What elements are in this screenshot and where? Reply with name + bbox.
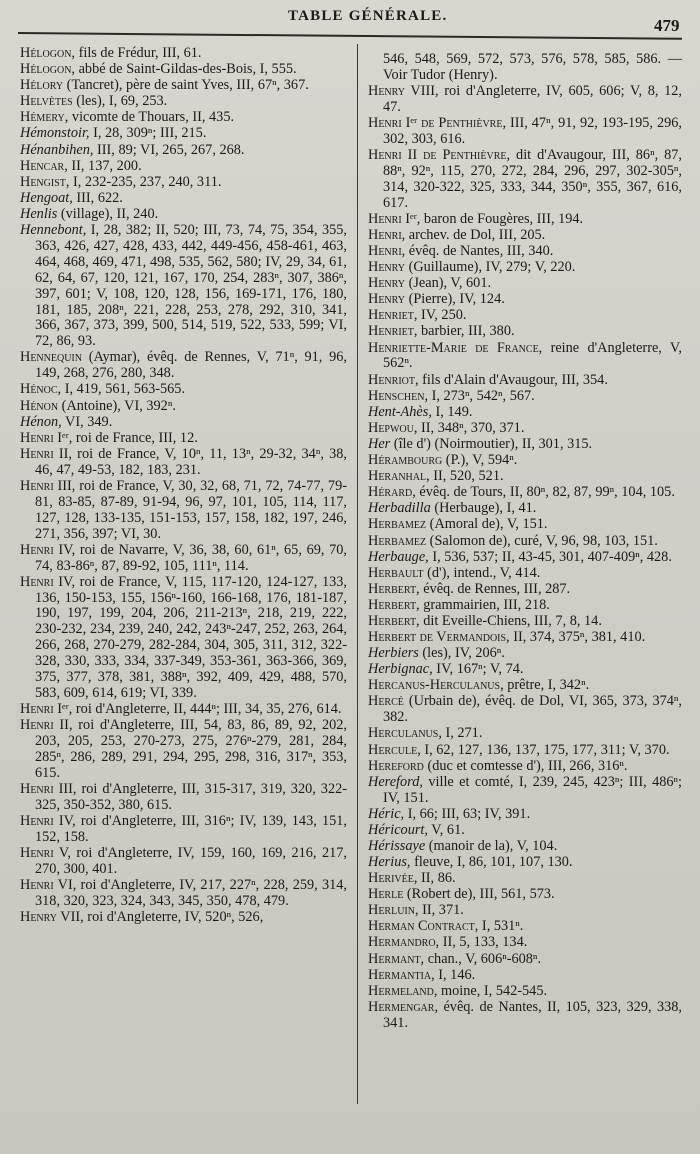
entry-headword: Henri II, — [20, 717, 73, 734]
entry-references: IV, 167ⁿ; V, 74. — [432, 661, 524, 678]
index-entry — [20, 846, 347, 878]
entry-headword: Henri II de Penthièvre, — [368, 147, 511, 163]
entry-references: évêq. de Rennes, III, 287. — [419, 580, 571, 597]
index-entry — [20, 191, 347, 207]
entry-headword: Hereford, — [368, 773, 423, 790]
entry-headword: Henriette-Marie de France, — [368, 339, 543, 356]
index-entry — [368, 244, 682, 260]
entry-references: grammairien, III, 218. — [419, 596, 550, 613]
index-entry — [20, 143, 347, 159]
entry-headword: Henri III, — [20, 477, 76, 494]
entry-references: roi d'Angleterre, III, 316ⁿ; IV, 139, 143, 151, 152, 158. — [35, 813, 347, 845]
index-entry — [20, 110, 347, 126]
entry-headword: Henry — [368, 291, 405, 308]
entry-headword: Hermengar, — [368, 998, 439, 1015]
entry-references: roi d'Angleterre, IV, 159, 160, 169, 216, 217, 270, 300, 401. — [35, 845, 347, 877]
entry-references: (village), II, 240. — [57, 205, 159, 222]
entry-headword: Henlis — [20, 205, 58, 222]
entry-headword: Hereford — [368, 757, 424, 774]
entry-headword: Herbignac, — [368, 661, 433, 678]
entry-references: moine, I, 542-545. — [437, 982, 548, 999]
entry-references: roi d'Angleterre, III, 315-317, 319, 320, 322-325, 350-352, 380, 615. — [35, 781, 347, 813]
entry-references: I, 146. — [434, 966, 476, 983]
entry-references: I, 62, 127, 136, 137, 175, 177, 311; V, 370. — [420, 741, 670, 758]
entry-references: roi de France, III, 12. — [72, 429, 198, 446]
index-entry — [368, 855, 682, 871]
index-entry — [368, 968, 682, 984]
entry-headword: Hélogon, — [20, 45, 76, 61]
entry-headword: Hent-Ahès, — [368, 403, 432, 420]
entry-headword: Hénoc, — [20, 381, 62, 398]
index-entry — [20, 702, 347, 718]
entry-headword: Henri II, — [20, 445, 72, 462]
entry-references: évêq. de Nantes, III, 340. — [405, 243, 554, 259]
entry-headword: Hémonstoir, — [20, 125, 90, 142]
entry-headword: Henri Iᵉʳ, — [20, 701, 73, 718]
index-entry — [368, 52, 682, 84]
entry-headword: Herbault — [368, 564, 424, 581]
entry-headword: Henriet, — [368, 323, 418, 340]
index-entry — [368, 759, 682, 775]
entry-headword: Hénon — [20, 397, 59, 414]
index-entry — [368, 260, 682, 276]
index-entry — [20, 223, 347, 350]
index-entry — [20, 46, 347, 62]
entry-headword: Henri IV, — [20, 573, 76, 590]
entry-references: roi de France, V, 10ⁿ, 11, 13ⁿ, 29-32, 34ⁿ, 38, 46, 47, 49-53, 182, 183, 231. — [35, 445, 347, 478]
entry-headword: Herbamez — [368, 532, 427, 549]
index-entry — [368, 148, 682, 212]
entry-references: I, 271. — [441, 725, 483, 742]
entry-headword: Henri Iᵉʳ, — [20, 429, 73, 446]
page-number: 479 — [654, 16, 680, 35]
index-entry — [368, 373, 682, 389]
entry-headword: Hélory — [20, 77, 64, 94]
entry-references: (Herbauge), I, 41. — [430, 500, 537, 517]
index-entry — [20, 447, 347, 479]
entry-headword: Henry VIII, — [368, 83, 439, 99]
entry-headword: Herman Contract, — [368, 918, 479, 935]
index-entry — [368, 389, 682, 405]
index-entry — [20, 479, 347, 543]
entry-references: (Amoral de), V, 151. — [426, 516, 548, 533]
entry-headword: Hencar, — [20, 157, 68, 174]
entry-references: (d'), intend., V, 414. — [423, 564, 541, 581]
index-entry — [20, 718, 347, 782]
entry-references: I, 232-235, 237, 240, 311. — [69, 173, 222, 190]
entry-references: I, 66; III, 63; IV, 391. — [404, 805, 531, 822]
entry-references: roi de France, V, 30, 32, 68, 71, 72, 74-77, 79-81, 83-85, 87-89, 91-94, 96, 97, 101, 105, 114, 117, 127, 128, 133-135, 151-153, 157, 158, 182, 197, 246, 271, 356, 397; VI, 30. — [35, 477, 347, 542]
entry-headword: Henri III, — [20, 781, 77, 797]
entry-references: chan., V, 606ⁿ-608ⁿ. — [424, 950, 542, 967]
index-entry — [20, 543, 347, 575]
index-entry — [368, 421, 682, 437]
entry-headword: Hercé — [368, 693, 404, 710]
entry-references: dit d'Avaugour, III, 86ⁿ, 87, 88ⁿ, 92ⁿ, 115, 270, 272, 284, 296, 297, 302-305ⁿ, 314, 320-322, 325, 333, 344, 350ⁿ, 355, 367, 616, 617. — [383, 147, 683, 211]
entry-references: (Guillaume), IV, 279; V, 220. — [405, 259, 576, 276]
index-entry — [368, 292, 682, 308]
entry-headword: Hermandro, — [368, 934, 440, 951]
index-entry — [20, 175, 347, 191]
page-header — [0, 4, 700, 35]
entry-references: I, 273ⁿ, 542ⁿ, 567. — [428, 387, 535, 404]
entry-headword: Henri IV, — [20, 541, 76, 558]
entry-references: (Urbain de), évêq. de Dol, VI, 365, 373, 374ⁿ, 382. — [383, 693, 682, 726]
entry-headword: Herluin, — [368, 902, 419, 919]
entry-headword: Henry VII, — [20, 909, 84, 925]
index-entry — [20, 382, 347, 398]
index-entry — [368, 678, 682, 694]
entry-references: fils d'Alain d'Avaugour, III, 354. — [418, 371, 608, 388]
entry-headword: Henry — [368, 259, 405, 276]
entry-headword: Hénanbihen, — [20, 141, 94, 158]
index-entry — [20, 910, 347, 926]
entry-headword: Hengist, — [20, 173, 70, 190]
entry-references: I, 149. — [431, 403, 473, 420]
entry-references: prêtre, I, 342ⁿ. — [503, 677, 590, 694]
entry-references: (Aymar), évêq. de Rennes, V, 71ⁿ, 91, 96, 149, 268, 276, 280, 348. — [35, 349, 347, 382]
index-entry — [368, 501, 682, 517]
entry-references: barbier, III, 380. — [417, 323, 515, 340]
index-entry — [20, 814, 347, 846]
index-entry — [20, 350, 347, 382]
entry-references: fleuve, I, 86, 101, 107, 130. — [410, 854, 573, 870]
index-entry — [368, 1000, 682, 1032]
entry-references: (Jean), V, 601. — [405, 275, 492, 292]
entry-references: roi d'Angleterre, II, 444ⁿ; III, 34, 35, 276, 614. — [72, 701, 342, 718]
entry-references: vicomte de Thouars, II, 435. — [68, 109, 235, 126]
entry-references: roi d'Angleterre, IV, 520ⁿ, 526, — [83, 909, 264, 925]
entry-headword: Hennebont, — [20, 222, 87, 239]
index-entry — [368, 614, 682, 630]
entry-references: III, 89; VI, 265, 267, 268. — [93, 141, 245, 158]
entry-references: 546, 548, 569, 572, 573, 576, 578, 585, 586. — Voir Tudor (Henry). — [383, 51, 682, 83]
entry-references: (Robert de), III, 561, 573. — [403, 886, 555, 903]
entry-references: II, 5, 133, 134. — [439, 934, 528, 951]
entry-headword: Henri Iᵉʳ, — [368, 210, 421, 227]
entry-references: (les), I, 69, 253. — [72, 93, 168, 110]
entry-headword: Hérard, — [368, 484, 416, 501]
entry-references: ville et comté, I, 239, 245, 423ⁿ; III, 486ⁿ; IV, 151. — [383, 773, 682, 806]
index-entry — [368, 437, 682, 453]
entry-headword: Hermantia, — [368, 966, 435, 983]
entry-headword: Heranhal, — [368, 468, 430, 485]
index-entry — [20, 94, 347, 110]
entry-references: II, 137, 200. — [67, 157, 142, 174]
entry-headword: Henriot, — [368, 371, 419, 388]
entry-headword: Herbauge, — [368, 548, 429, 565]
index-entry — [368, 566, 682, 582]
index-entry — [368, 405, 682, 421]
entry-headword: Herculanus, — [368, 725, 442, 742]
entry-references: roi de France, V, 115, 117-120, 124-127, 133, 136, 150-153, 155, 156ⁿ-160, 166-168, 176, 181-187, 190, 197, 199, 204, 206, 211-213ⁿ, 218, 219, 222, 230-232, 234, 239, 240, 242, 243ⁿ-247, 252, 263, 264, 266, 268, 270-279, 282-284, 304, 305, 311, 312, 322-328, 330, 333, 334, 337-349, 353-361, 363-366, 369, 375, 377, 378, 381, 388ⁿ, 392, 409, 429, 488, 570, 583, 609, 614, 619; VI, 339. — [35, 573, 347, 701]
index-entry — [368, 517, 682, 533]
index-entry — [20, 878, 347, 910]
entry-headword: Henschen, — [368, 387, 429, 404]
entry-references: roi d'Angleterre, III, 54, 83, 86, 89, 92, 202, 203, 205, 253, 270-273, 275, 276ⁿ-279, 281, 284, 285ⁿ, 286, 289, 291, 294, 295, 298, 316, 317ⁿ, 353, 615. — [35, 717, 347, 781]
index-entry — [368, 984, 682, 1000]
entry-references: roi d'Angleterre, IV, 217, 227ⁿ, 228, 259, 314, 318, 320, 323, 324, 343, 345, 350, 478, 479. — [35, 877, 347, 909]
index-entry — [368, 694, 682, 726]
index-entry — [368, 116, 682, 148]
entry-references: (les), IV, 206ⁿ. — [418, 645, 505, 662]
entry-references: II, 348ⁿ, 370, 371. — [417, 419, 525, 436]
entry-headword: Hepwou, — [368, 419, 418, 436]
entry-headword: Henri, — [368, 226, 406, 243]
index-entry — [368, 823, 682, 839]
index-entry — [20, 62, 347, 78]
entry-headword: Henriet, — [368, 307, 418, 324]
entry-references: (Salomon de), curé, V, 96, 98, 103, 151. — [426, 532, 658, 549]
entry-references: II, 374, 375ⁿ, 381, 410. — [509, 629, 646, 646]
entry-references: fils de Frédur, III, 61. — [75, 45, 202, 61]
entry-headword: Hémery, — [20, 109, 69, 126]
entry-headword: Hélogon, — [20, 61, 76, 78]
entry-references: dit Eveille-Chiens, III, 7, 8, 14. — [419, 612, 602, 629]
entry-references: (manoir de la), V, 104. — [425, 837, 558, 854]
index-entry — [368, 308, 682, 324]
index-entry — [368, 324, 682, 340]
entry-references: reine d'Angleterre, V, 562ⁿ. — [383, 339, 682, 372]
entry-references: (Tancret), père de saint Yves, III, 67ⁿ, 367. — [63, 77, 309, 94]
entry-headword: Herbert, — [368, 580, 420, 597]
entry-headword: Her — [368, 435, 391, 452]
entry-headword: Herbamez — [368, 516, 427, 533]
entry-references: I, 536, 537; II, 43-45, 301, 407-409ⁿ, 428. — [428, 548, 672, 565]
index-entry — [368, 807, 682, 823]
index-entry — [368, 485, 682, 501]
index-entry — [368, 935, 682, 951]
entry-headword: Herivée, — [368, 870, 418, 887]
entry-headword: Henry — [368, 275, 405, 292]
index-entry — [20, 126, 347, 142]
entry-references: I, 419, 561, 563-565. — [61, 381, 186, 398]
entry-references: archev. de Dol, III, 205. — [405, 226, 546, 243]
index-entry — [368, 919, 682, 935]
entry-headword: Herbert de Vermandois, — [368, 629, 510, 646]
index-entry — [20, 159, 347, 175]
entry-headword: Herbert, — [368, 596, 420, 613]
entry-headword: Henri, — [368, 243, 406, 259]
index-entry — [368, 228, 682, 244]
index-entry — [368, 276, 682, 292]
index-entry — [368, 84, 682, 116]
header-rule — [18, 32, 682, 40]
index-entry — [368, 212, 682, 228]
entry-references: roi de Navarre, V, 36, 38, 60, 61ⁿ, 65, 69, 70, 74, 83-86ⁿ, 87, 89-92, 105, 111ⁿ, 114. — [35, 541, 347, 574]
entry-references: III, 47ⁿ, 91, 92, 193-195, 296, 302, 303, 616. — [383, 115, 682, 147]
entry-headword: Herius, — [368, 854, 411, 870]
index-entry — [20, 399, 347, 415]
entry-references: II, 371. — [418, 902, 464, 919]
entry-headword: Héric, — [368, 805, 405, 822]
entry-references: baron de Fougères, III, 194. — [420, 210, 584, 227]
index-entry — [368, 743, 682, 759]
index-entry — [20, 78, 347, 94]
entry-headword: Henri Iᵉʳ de Penthièvre, — [368, 115, 507, 131]
entry-headword: Herbiers — [368, 645, 419, 662]
index-entry — [368, 598, 682, 614]
index-entry — [368, 952, 682, 968]
entry-references: (Pierre), IV, 124. — [405, 291, 505, 308]
entry-headword: Hengoat, — [20, 189, 73, 206]
left-index-column — [20, 46, 347, 926]
entry-references: (île d') (Noirmoutier), II, 301, 315. — [390, 435, 593, 452]
entry-references: (Antoine), VI, 392ⁿ. — [58, 397, 176, 414]
entry-references: roi d'Angleterre, IV, 605, 606; V, 8, 12, 47. — [383, 83, 682, 115]
entry-references: III, 622. — [72, 189, 123, 206]
entry-headword: Henri VI, — [20, 877, 77, 893]
index-entry — [368, 630, 682, 646]
entry-headword: Hercule, — [368, 741, 421, 758]
index-entry — [368, 887, 682, 903]
index-entry — [368, 453, 682, 469]
entry-references: V, 61. — [427, 821, 465, 838]
index-entry — [20, 575, 347, 702]
index-entry — [368, 341, 682, 373]
running-title: TABLE GÉNÉRALE. — [288, 8, 448, 24]
entry-references: VI, 349. — [61, 413, 113, 430]
index-entry — [20, 207, 347, 223]
index-entry — [368, 726, 682, 742]
index-entry — [368, 534, 682, 550]
entry-headword: Hennequin — [20, 349, 82, 366]
index-entry — [368, 469, 682, 485]
index-entry — [20, 431, 347, 447]
entry-headword: Hermant, — [368, 950, 425, 967]
entry-headword: Hercanus-Herculanus, — [368, 677, 504, 694]
index-entry — [20, 415, 347, 431]
index-entry — [368, 550, 682, 566]
entry-headword: Herbert, — [368, 612, 420, 629]
entry-headword: Henri IV, — [20, 813, 76, 829]
index-entry — [368, 903, 682, 919]
entry-headword: Herbadilla — [368, 500, 431, 517]
entry-references: I, 531ⁿ. — [478, 918, 524, 935]
index-entry — [368, 871, 682, 887]
entry-references: évêq. de Tours, II, 80ⁿ, 82, 87, 99ⁿ, 104, 105. — [415, 484, 675, 501]
entry-references: I, 28, 309ⁿ; III, 215. — [89, 125, 207, 142]
entry-references: évêq. de Nantes, II, 105, 323, 329, 338, 341. — [383, 998, 682, 1031]
index-entry — [368, 646, 682, 662]
entry-headword: Helvètes — [20, 93, 73, 110]
entry-headword: Héricourt, — [368, 821, 428, 838]
entry-references: II, 520, 521. — [429, 468, 504, 485]
index-entry — [368, 662, 682, 678]
entry-headword: Henri V, — [20, 845, 71, 861]
index-entry — [368, 839, 682, 855]
entry-headword: Hérissaye — [368, 837, 426, 854]
index-entry — [368, 582, 682, 598]
index-entry — [368, 775, 682, 807]
entry-headword: Herle — [368, 886, 404, 903]
entry-references: IV, 250. — [417, 307, 467, 324]
entry-headword: Hérambourg — [368, 452, 443, 469]
index-entry — [20, 782, 347, 814]
column-separator — [357, 44, 358, 1104]
entry-references: II, 86. — [417, 870, 456, 887]
entry-headword: Hermeland, — [368, 982, 438, 999]
entry-references: (P.), V, 594ⁿ. — [442, 452, 518, 469]
entry-headword: Hénon, — [20, 413, 62, 430]
right-index-column — [368, 52, 682, 1032]
entry-references: I, 28, 382; II, 520; III, 73, 74, 75, 354, 355, 363, 426, 427, 428, 433, 442, 449-456, 458-461, 463, 464, 468, 469, 471, 498, 535, 562, 580; IV, 29, 34, 61, 62, 64, 67, 120, 121, 167, 170, 254, 283ⁿ, 307, 386ⁿ, 397, 601; V, 108, 120, 128, 156, 169-171, 176, 180, 181, 185, 208ⁿ, 221, 228, 253, 278, 292, 310, 341, 366, 367, 373, 399, 500, 514, 519, 522, 533, 599; VI, 72, 86, 93. — [35, 222, 347, 350]
entry-references: (duc et comtesse d'), III, 266, 316ⁿ. — [423, 757, 628, 774]
entry-references: abbé de Saint-Gildas-des-Bois, I, 555. — [75, 61, 297, 78]
